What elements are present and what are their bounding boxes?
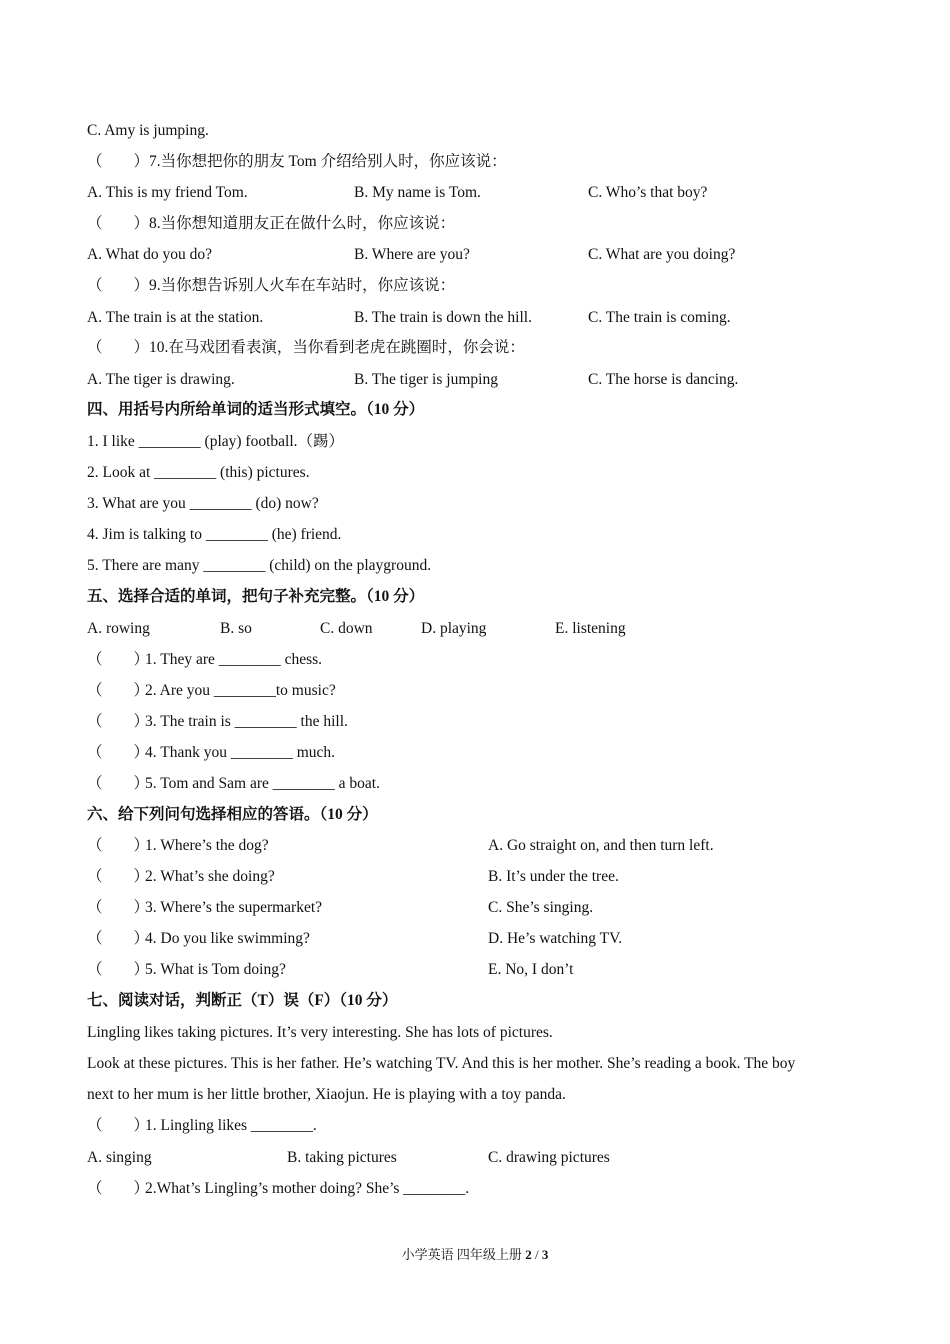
choice-text: 1. They are ________ chess. — [145, 651, 323, 668]
section-4-title: 四、用括号内所给单词的适当形式填空。（10 分） — [87, 401, 425, 418]
option-b: B. The tiger is jumping — [354, 371, 498, 388]
match-question-4 — [87, 929, 310, 949]
question-9 — [87, 276, 455, 296]
choice-text: 2. Are you ________to music? — [145, 682, 336, 699]
option-a: A. singing — [87, 1149, 152, 1166]
option-c: C. drawing pictures — [488, 1149, 610, 1166]
question-text: 4. Do you like swimming? — [145, 930, 310, 947]
word-option-a: A. rowing — [87, 620, 150, 637]
choice-item-5 — [87, 774, 380, 794]
word-option-e: E. listening — [555, 620, 626, 637]
question-text: 2.What’s Lingling’s mother doing? She’s ________. — [145, 1180, 470, 1197]
answer-paren: （ ） — [87, 682, 150, 699]
choice-item-3 — [87, 712, 348, 732]
option-line: C. Amy is jumping. — [87, 122, 209, 139]
footer-page-number: 2 — [525, 1247, 532, 1262]
word-option-d: D. playing — [421, 620, 487, 637]
passage-line-3: next to her mum is her little brother, Xiaojun. He is playing with a toy panda. — [87, 1086, 566, 1103]
passage-line-2: Look at these pictures. This is her father. He’s watching TV. And this is her mother. She’s reading a book. The boy — [87, 1055, 796, 1072]
option-a: A. This is my friend Tom. — [87, 184, 248, 201]
match-answer-b: B. It’s under the tree. — [488, 868, 619, 885]
passage-line-1: Lingling likes taking pictures. It’s very interesting. She has lots of pictures. — [87, 1024, 553, 1041]
option-a: A. The tiger is drawing. — [87, 371, 235, 388]
answer-paren: （ ） — [87, 837, 150, 854]
word-option-c: C. down — [320, 620, 373, 637]
question-stem: 10.在马戏团看表演，当你看到老虎在跳圈时，你会说： — [149, 339, 525, 356]
answer-paren: （ ） — [87, 651, 150, 668]
question-8 — [87, 214, 455, 234]
answer-paren: （ ） — [87, 899, 150, 916]
question-7 — [87, 152, 507, 172]
match-question-1 — [87, 836, 269, 856]
question-9-options — [87, 308, 887, 328]
option-b: B. taking pictures — [287, 1149, 397, 1166]
fill-item-3: 3. What are you ________ (do) now? — [87, 495, 319, 512]
answer-paren: （ ） — [87, 277, 150, 294]
match-answer-d: D. He’s watching TV. — [488, 930, 623, 947]
answer-paren: （ ） — [87, 930, 150, 947]
question-8-options — [87, 245, 887, 265]
match-answer-c: C. She’s singing. — [488, 899, 594, 916]
fill-item-4: 4. Jim is talking to ________ (he) friend. — [87, 526, 342, 543]
question-text: 5. What is Tom doing? — [145, 961, 286, 978]
reading-question-1 — [87, 1116, 317, 1136]
match-answer-a: A. Go straight on, and then turn left. — [488, 837, 714, 854]
answer-paren: （ ） — [87, 215, 150, 232]
choice-text: 5. Tom and Sam are ________ a boat. — [145, 775, 380, 792]
match-answer-e: E. No, I don’t — [488, 961, 574, 978]
word-option-b: B. so — [220, 620, 252, 637]
match-question-2 — [87, 867, 275, 887]
choice-item-4 — [87, 743, 335, 763]
section-7-title: 七、阅读对话，判断正（T）误（F）（10 分） — [87, 992, 398, 1009]
question-text: 1. Where’s the dog? — [145, 837, 269, 854]
question-text: 1. Lingling likes ________. — [145, 1117, 317, 1134]
footer-separator: / — [531, 1247, 542, 1262]
match-question-3 — [87, 898, 322, 918]
option-c: C. The train is coming. — [588, 309, 731, 326]
section-6-title: 六、给下列问句选择相应的答语。（10 分） — [87, 806, 378, 823]
option-a: A. The train is at the station. — [87, 309, 264, 326]
answer-paren: （ ） — [87, 961, 150, 978]
question-stem: 7.当你想把你的朋友 Tom 介绍给别人时，你应该说： — [149, 153, 507, 170]
answer-paren: （ ） — [87, 1117, 150, 1134]
answer-paren: （ ） — [87, 1180, 150, 1197]
match-question-5 — [87, 960, 286, 980]
choice-text: 3. The train is ________ the hill. — [145, 713, 348, 730]
answer-paren: （ ） — [87, 153, 150, 170]
option-a: A. What do you do? — [87, 246, 212, 263]
fill-item-2: 2. Look at ________ (this) pictures. — [87, 464, 310, 481]
question-stem: 9.当你想告诉别人火车在车站时，你应该说： — [149, 277, 456, 294]
option-b: B. The train is down the hill. — [354, 309, 532, 326]
footer-total-pages: 3 — [541, 1247, 549, 1262]
question-text: 3. Where’s the supermarket? — [145, 899, 323, 916]
answer-paren: （ ） — [87, 713, 150, 730]
answer-paren: （ ） — [87, 868, 150, 885]
answer-paren: （ ） — [87, 339, 150, 356]
question-stem: 8.当你想知道朋友正在做什么时，你应该说： — [149, 215, 456, 232]
option-b: B. Where are you? — [354, 246, 470, 263]
question-text: 2. What’s she doing? — [145, 868, 275, 885]
section-5-title: 五、选择合适的单词，把句子补充完整。（10 分） — [87, 588, 425, 605]
answer-paren: （ ） — [87, 775, 150, 792]
question-10 — [87, 338, 525, 358]
option-c: C. The horse is dancing. — [588, 371, 739, 388]
option-c: C. Who’s that boy? — [588, 184, 708, 201]
question-7-options — [87, 183, 887, 203]
reading-question-2 — [87, 1179, 469, 1199]
page-footer — [0, 1244, 950, 1263]
fill-item-1: 1. I like ________ (play) football.（踢） — [87, 433, 344, 450]
fill-item-5: 5. There are many ________ (child) on the playground. — [87, 557, 432, 574]
footer-subject: 小学英语 四年级上册 — [401, 1247, 526, 1262]
choice-item-2 — [87, 681, 336, 701]
option-c: C. What are you doing? — [588, 246, 736, 263]
answer-paren: （ ） — [87, 744, 150, 761]
option-b: B. My name is Tom. — [354, 184, 481, 201]
choice-item-1 — [87, 650, 322, 670]
question-10-options — [87, 370, 887, 390]
choice-text: 4. Thank you ________ much. — [145, 744, 336, 761]
